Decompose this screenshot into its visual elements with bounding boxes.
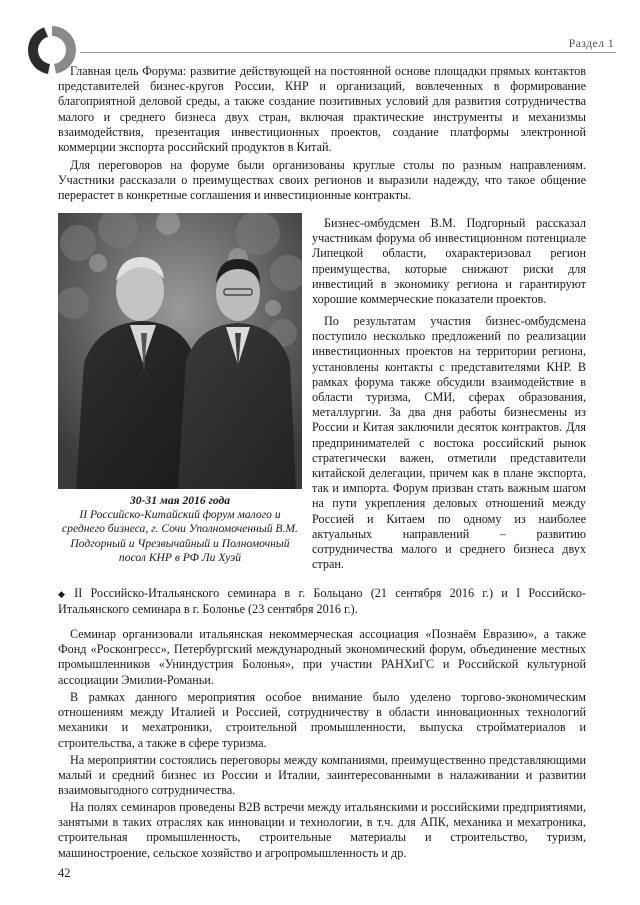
bullet-item (58, 586, 586, 617)
bullet-item-text: II Российско-Итальянского семинара в г. Больцано (21 сентября 2016 г.) и I Российско-Итальянского семинара в г. Болонье (23 сентября 2016 г.). (58, 586, 586, 617)
photo-caption-date: 30-31 мая 2016 года (129, 494, 231, 507)
paragraph-negotiations: На мероприятии состоялись переговоры между компаниями, преимущественно представляющими малый и средний бизнес из России и Италии, заинтересованными в налаживании и развитии взаимовыгодного сотрудничества. (58, 753, 586, 798)
photo-caption-text: II Российско-Китайский форум малого и среднего бизнеса, г. Сочи Уполномоченный В.М. Подгорный и Чрезвычайный и Полномочный посол КНР в РФ Ли Хуэй (62, 508, 298, 564)
diamond-bullet-icon: ◆ (58, 589, 71, 599)
paragraph-attention: В рамках данного мероприятия особое внимание было уделено торгово-экономическим отношениям между Италией и Россией, сотрудничеству в области инновационных технологий механики и мехатроники, строительной промышленности, выпуска стройматериалов и строительства, а также в сфере туризма. (58, 690, 586, 750)
paragraph-results: По результатам участия бизнес-омбудсмена поступило несколько предложений по реализации инвестиционных проектов на территории региона, установлены контакты с представителями КНР. В рамках форума также обсудили взаимодействие в области туризма, СМИ, сферах образования, металлургии. За два дня работы бизнесмены из России и Китая заключили десяток контрактов. Для предпринимателей с востока российский рынок стратегически важен, отметили представители китайской делегации, причем как в плане экспорта, так и импорта. Форум призван стать важным шагом на пути укрепления деловых отношений между Россией и Китаем по одному из наиболее актуальных направлений – развитию сотрудничества малого и среднего бизнеса двух стран. (312, 314, 586, 572)
header-divider (80, 52, 616, 53)
page-number: 42 (58, 866, 71, 880)
paragraph-round-tables: Для переговоров на форуме были организованы круглые столы по разным направлениям. Участники рассказали о преимуществах своих регионов и выразили надежду, что такое общение перерастет в конкретные соглашения и инвестиционные контракты. (58, 158, 586, 203)
paragraph-intro: Главная цель Форума: развитие действующей на постоянной основе площадки прямых контактов представителей бизнес-кругов России, КНР и организаций, вовлеченных в формирование благоприятной деловой среды, а также создание позитивных условий для развития сотрудничества малого и среднего бизнеса двух стран, включая практические инструменты и механизмы взаимодействия, презентация инвестиционных проектов, создание платформы электронной коммерции экспорта российский продуктов в Китай. (58, 64, 586, 155)
paragraph-organizers: Семинар организовали итальянская некоммерческая ассоциация «Познаём Евразию», а также Фонд «Росконгресс», Петербургский международный экономический форум, объединение местных промышленников «Униндустрия Болонья», при участии РАНХиГС и Российской культурной ассоциации Эмилии-Романьи. (58, 627, 586, 687)
paragraph-b2b: На полях семинаров проведены B2B встречи между итальянскими и российскими предприятиями, занятыми в таких отраслях как инновации и технологии, в т.ч. для АПК, механика и мехатроника, строительная промышленность, строительные материалы и строительство, туризм, машиностроение, сельское хозяйство и агропромышленность и др. (58, 800, 586, 860)
section-label: Раздел 1 (568, 36, 614, 50)
paragraph-ombudsman: Бизнес-омбудсмен В.М. Подгорный рассказал участникам форума об инвестиционном потенциале Липецкой области, охарактеризовал регион преимущества, которые снижают риски для инвестиций в экономику региона и гарантируют хорошие коммерческие показатели проектов. (312, 216, 586, 307)
photo-caption (58, 494, 302, 565)
forum-photo (58, 213, 302, 489)
